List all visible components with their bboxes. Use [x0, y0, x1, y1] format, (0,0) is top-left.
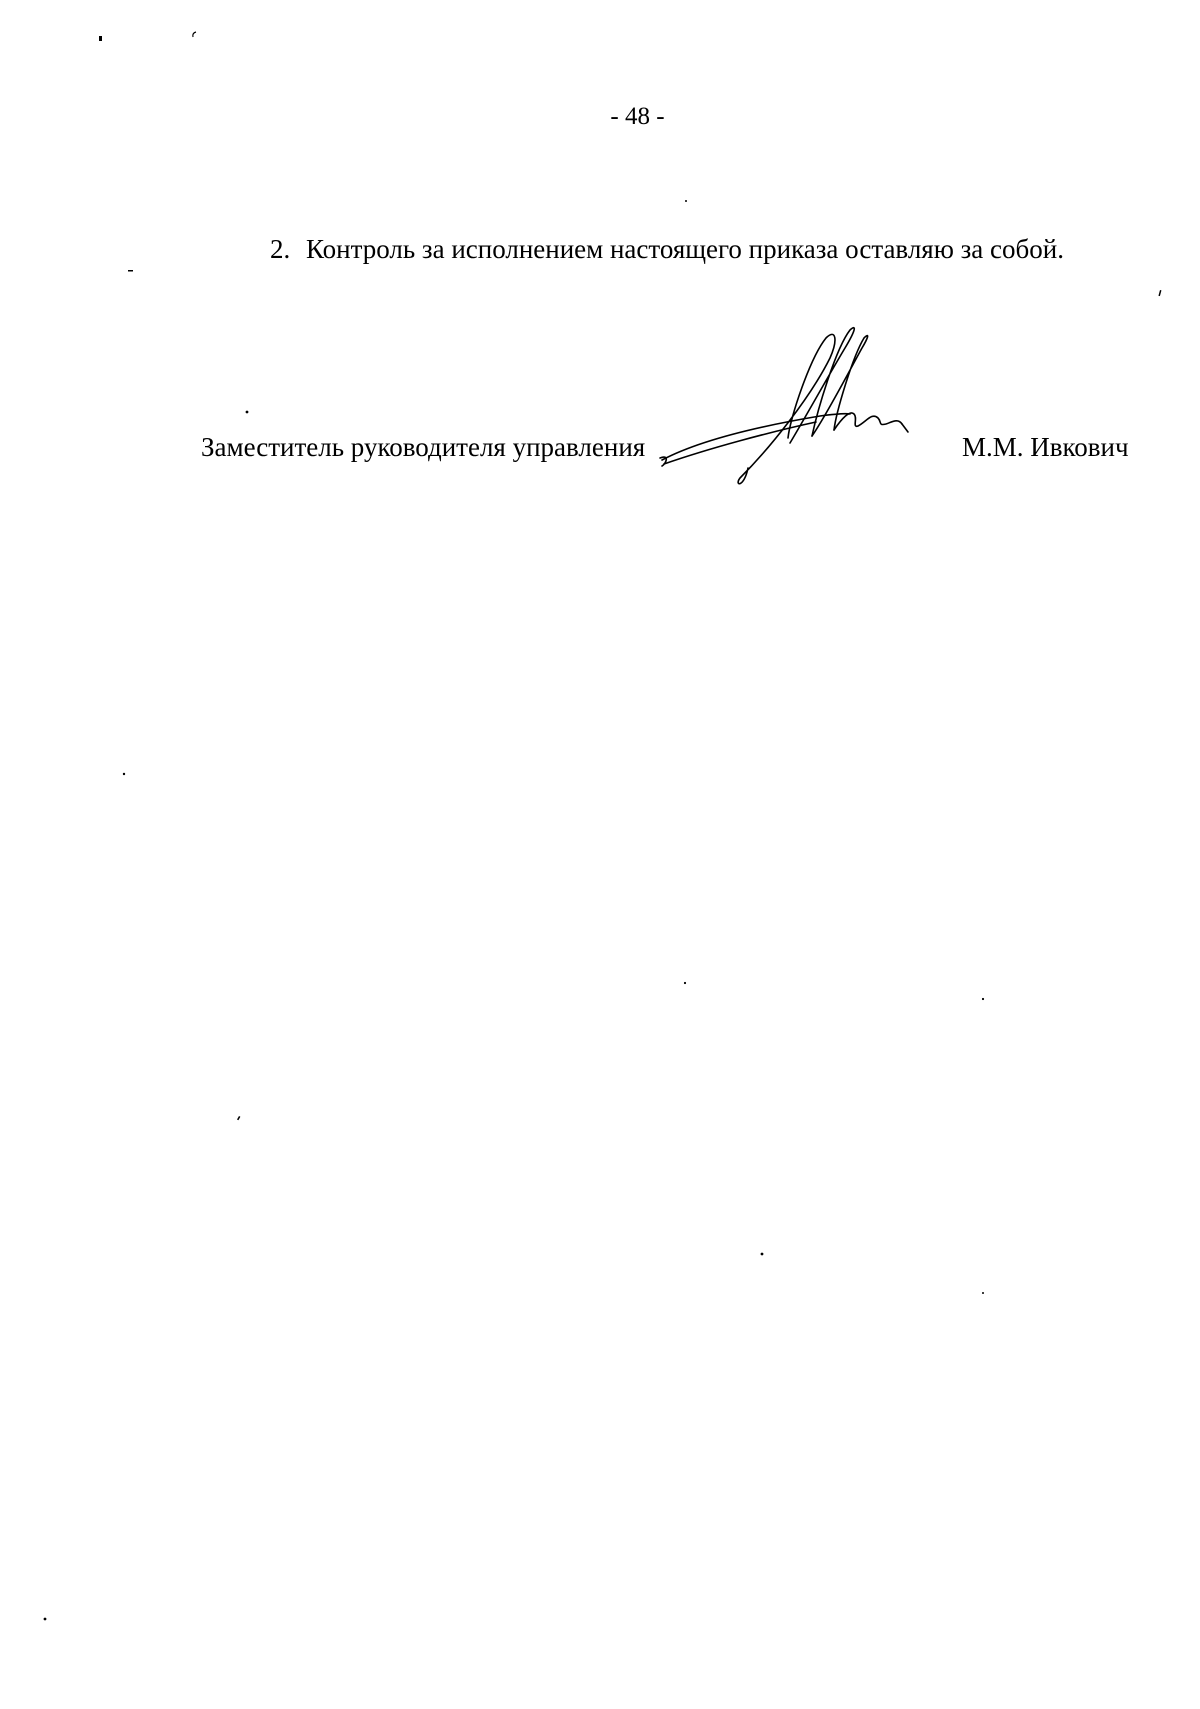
page-number: - 48 -	[610, 103, 665, 130]
signatory-position: Заместитель руководителя управления	[201, 432, 646, 462]
paragraph-number: 2.	[270, 234, 291, 264]
signatory-name: М.М. Ивкович	[962, 432, 1129, 462]
handwritten-signature	[640, 318, 940, 493]
paragraph-text: Контроль за исполнением настоящего приказа оставляю за собой.	[306, 234, 1064, 264]
paragraph	[270, 232, 1064, 266]
